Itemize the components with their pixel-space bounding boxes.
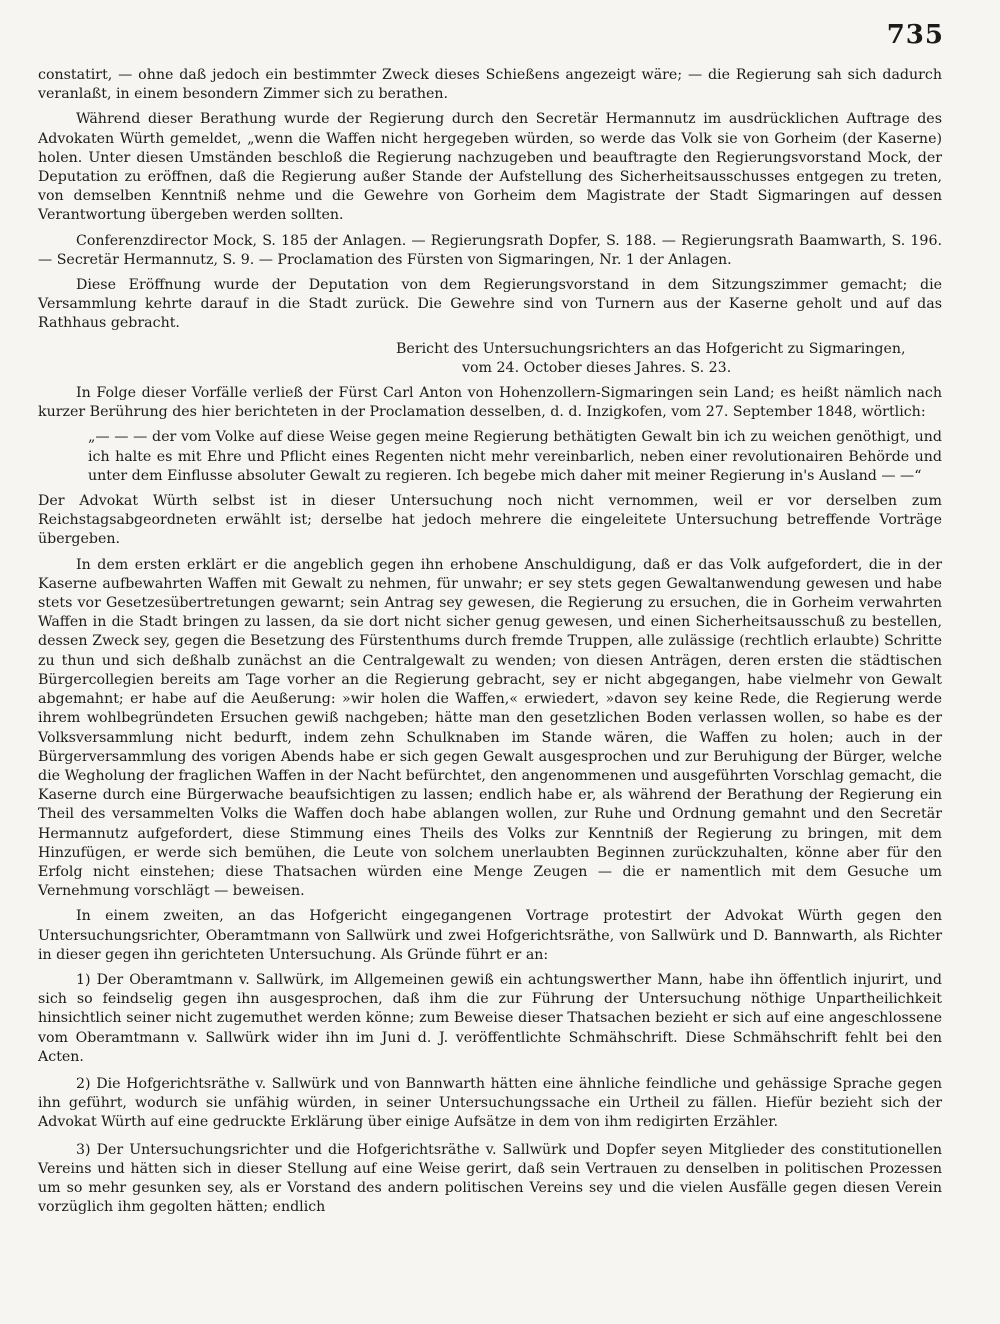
proclamation-quote: „— — — der vom Volke auf diese Weise gegen meine Regierung bethätigten Gewalt bin ich zu weichen genöthigt, und ich halte es mit Ehre und Pflicht eines Regenten nicht mehr vereinbarlich, neben einer revolutionairen Behörde und unter dem Einflusse absoluter Gewalt zu regieren. Ich begebe mich daher mit meiner Regierung in's Ausland — —“ — [88, 429, 942, 484]
paragraph-continuation: constatirt, — ohne daß jedoch ein bestimmter Zweck dieses Schießens angezeigt wäre; — die Regierung sah sich dadurch veranlaßt, in einem besondern Zimmer sich zu berathen. — [38, 67, 942, 103]
paragraph-deliberation: Während dieser Berathung wurde der Regierung durch den Secretär Hermannutz im ausdrücklichen Auftrage des Advokaten Würth gemeldet, „wenn die Waffen nicht hergegeben würden, so werde das Volk sie von Gorheim (der Kaserne) holen. Unter diesen Umständen beschloß die Regierung nachzugeben und beauftragte den Regierungsvorstand Mock, der Deputation zu eröffnen, daß die Regierung außer Stande der Aufstellung des Sicherheitsausschusses entgegen zu treten, von demselben Kenntniß nehme und die Gewehre von Gorheim dem Magistrate der Stadt Sigmaringen auf dessen Verantwortung übergeben werden sollten. — [38, 111, 942, 224]
report-citation — [38, 340, 942, 378]
citation-line: vom 24. October dieses Jahres. S. 23. — [462, 359, 732, 376]
list-item — [38, 971, 942, 1067]
item-text: Der Untersuchungsrichter und die Hofgerichtsräthe v. Sallwürk und Dopfer seyen Mitglieder des constitutionellen Vereins und hätten sich in dieser Stellung auf eine Weise gerirt, daß sein Vertrauen zu denselben in politischen Prozessen um so mehr gesunken sey, als er Vorstand des andern politischen Vereins sey und die vielen Ausfälle gegen diesen Verein vorzüglich ihm gegolten hätten; endlich — [38, 1141, 942, 1216]
item-number: 1) — [76, 971, 91, 988]
item-text: Die Hofgerichtsräthe v. Sallwürk und von Bannwarth hätten eine ähnliche feindliche und gehässige Sprache gegen ihn geführt, wodurch sie unfähig würden, in seiner Untersuchungssache ein Urtheil zu fällen. Hiefür bezieht sich der Advokat Würth auf eine gedruckte Erklärung über einige Aufsätze in dem von ihm redigirten Erzähler. — [38, 1075, 942, 1131]
item-number: 2) — [76, 1075, 91, 1092]
item-number: 3) — [76, 1141, 91, 1158]
paragraph-references: Conferenzdirector Mock, S. 185 der Anlagen. — Regierungsrath Dopfer, S. 188. — Regierungsrath Baamwarth, S. 196. — Secretär Hermannutz, S. 9. — Proclamation des Fürsten von Sigmaringen, Nr. 1 der Anlagen. — [38, 232, 942, 268]
paragraph-announcement: Diese Eröffnung wurde der Deputation von dem Regierungsvorstand in dem Sitzungszimmer gemacht; die Versammlung kehrte darauf in die Stadt zurück. Die Gewehre sind von Turnern aus der Kaserne geholt und auf das Rathhaus gebracht. — [38, 277, 942, 332]
page-number: 735 — [886, 20, 944, 50]
item-text: Der Oberamtmann v. Sallwürk, im Allgemeinen gewiß ein achtungswerther Mann, habe ihn öffentlich injurirt, und sich so feindselig gegen ihn ausgesprochen, daß ihm die zur Führung der Untersuchung nöthige Unpartheilichkeit hinsichtlich seiner nicht zugemuthet werden könne; zum Beweise dieser Thatsachen bezieht er sich auf eine angeschlossene vom Oberamtmann v. Sallwürk wider ihn im Juni d. J. veröffentlichte Schmähschrift. Diese Schmähschrift fehlt bei den Acten. — [38, 971, 943, 1065]
paragraph-wuerth: Der Advokat Würth selbst ist in dieser Untersuchung noch nicht vernommen, weil er vor derselben zum Reichstagsabgeordneten erwählt ist; derselbe hat jedoch mehrere die eingeleitete Untersuchung betreffende Vorträge übergeben. — [38, 493, 942, 548]
paragraph-second-submission: In einem zweiten, an das Hofgericht eingegangenen Vortrage protestirt der Advokat Würth gegen den Untersuchungsrichter, Oberamtmann von Sallwürk und zwei Hofgerichtsräthe, von Sallwürk und D. Bannwarth, als Richter in dieser gegen ihn gerichteten Untersuchung. Als Gründe führt er an: — [38, 908, 942, 963]
paragraph-proclamation: In Folge dieser Vorfälle verließ der Fürst Carl Anton von Hohenzollern-Sigmaringen sein Land; es heißt nämlich nach kurzer Berührung des hier berichteten in der Proclamation desselben, d. d. Inzigkofen, vom 27. September 1848, wörtlich: — [38, 385, 942, 421]
list-item — [38, 1075, 942, 1133]
citation-line: Bericht des Untersuchungsrichters an das Hofgericht zu Sigmaringen, — [396, 340, 906, 357]
list-item — [38, 1141, 942, 1218]
paragraph-first-submission: In dem ersten erklärt er die angeblich gegen ihn erhobene Anschuldigung, daß er das Volk aufgefordert, die in der Kaserne aufbewahrten Waffen mit Gewalt zu nehmen, für unwahr; er sey stets gegen Gewaltanwendung gewesen und habe stets vor Gesetzesübertretungen gewarnt; sein Antrag sey gewesen, die Regierung zu ersuchen, die in Gorheim verwahrten Waffen in die Stadt bringen zu lassen, da sie dort nicht sicher genug gewesen, und einen Sicherheitsausschuß zu bestellen, dessen Zweck sey, gegen die Besetzung des Fürstenthums durch fremde Truppen, alle zulässige (rechtlich erlaubte) Schritte zu thun und sich deßhalb zunächst an die Centralgewalt zu wenden; von diesen Anträgen, deren ersten die städtischen Bürgercollegien bereits am Tage vorher an die Regierung gebracht, sey er nicht abgegangen, habe vielmehr von Gewalt abgemahnt; er habe auf die Aeußerung: »wir holen die Waffen,« erwiedert, »davon sey keine Rede, die Regierung werde ihrem wohlbegründeten Ersuchen gewiß nachgeben; hätte man den gesetzlichen Boden verlassen wollen, so habe es der Volksversammlung nicht bedurft, indem zehn Schulknaben im Stande wären, die Waffen zu holen; auch in der Bürgerversammlung des vorigen Abends habe er sich gegen Gewalt ausgesprochen und zur Beruhigung der Bürger, welche die Wegholung der fraglichen Waffen in der Nacht befürchtet, den angenommenen und ausgeführten Vorschlag gemacht, die Kaserne durch eine Bürgerwache beaufsichtigen zu lassen; endlich habe er, als während der Berathung der Regierung ein Theil des versammelten Volks die Waffen doch habe ablangen wollen, zur Ruhe und Ordnung gemahnt und den Secretär Hermannutz aufgefordert, diese Stimmung eines Theils des Volks zur Kenntniß der Regierung zu bringen, mit dem Hinzufügen, er werde sich bemühen, die Leute von solchem unerlaubten Beginnen zurückzuhalten, könne aber für den Erfolg nicht einstehen; diese Thatsachen würden eine Menge Zeugen — die er namentlich mit dem Gesuche um Vernehmung vorschlägt — beweisen. — [38, 556, 942, 900]
